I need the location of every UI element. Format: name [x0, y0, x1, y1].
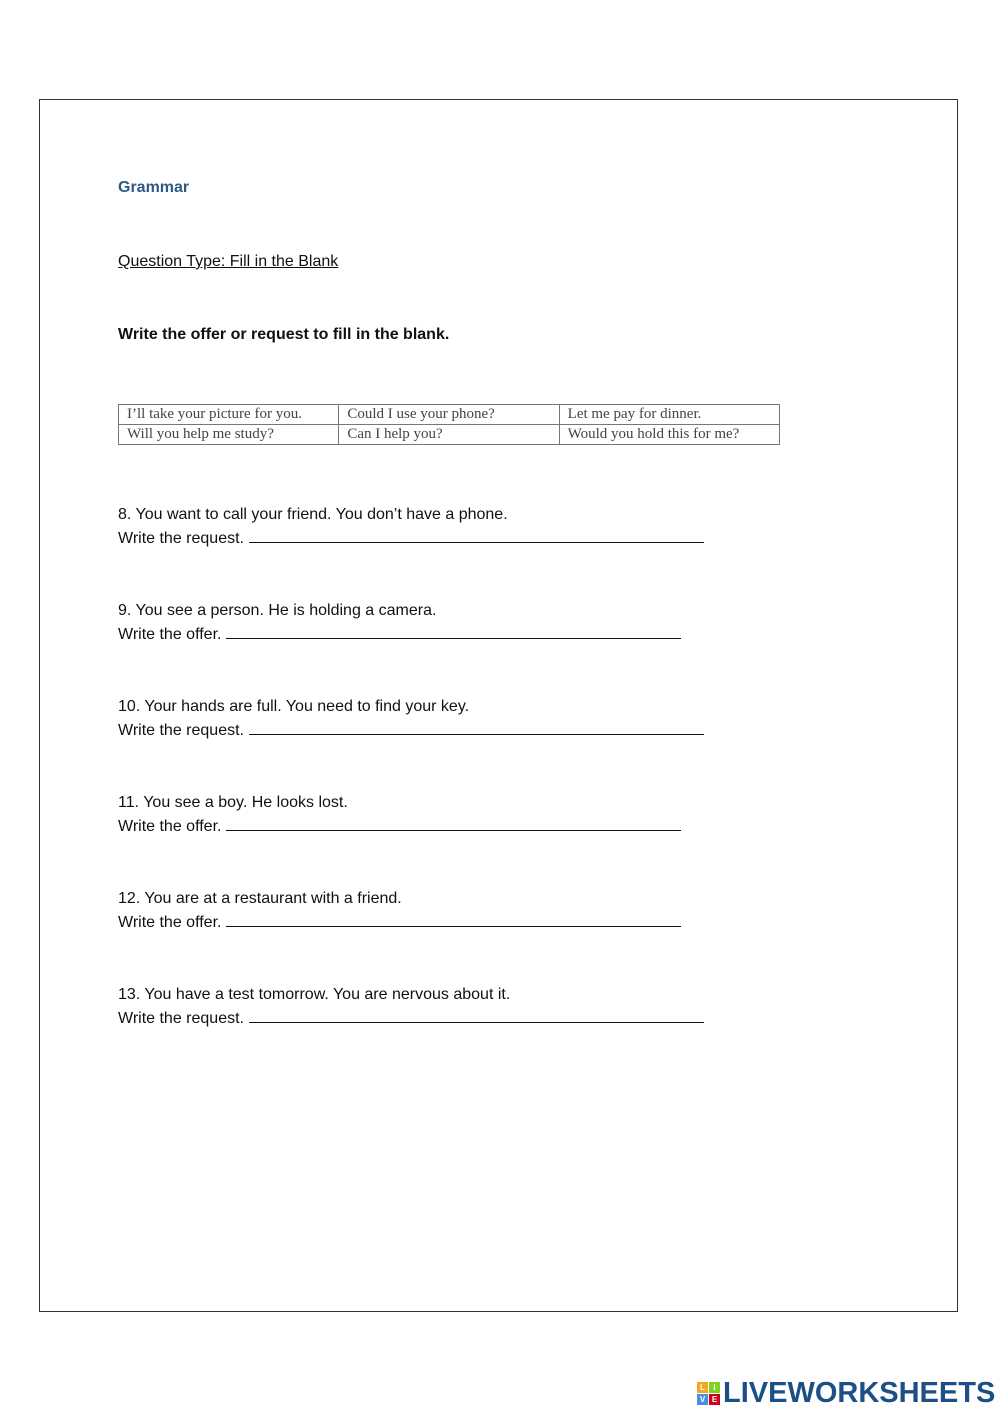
question-8: [118, 503, 704, 550]
question-12: [118, 887, 681, 934]
answer-label: Write the offer.: [118, 914, 222, 931]
answer-label: Write the offer.: [118, 818, 222, 835]
question-prompt: 10. Your hands are full. You need to find your key.: [118, 698, 470, 715]
word-bank-cell: I’ll take your picture for you.: [119, 405, 339, 425]
logo-block: I: [709, 1382, 720, 1393]
answer-label: Write the request.: [118, 1010, 244, 1027]
word-bank-cell: Can I help you?: [339, 425, 559, 445]
question-prompt: 11. You see a boy. He looks lost.: [118, 794, 348, 811]
question-type-heading: Question Type: Fill in the Blank: [118, 253, 339, 270]
word-bank-row: [119, 425, 780, 445]
answer-blank-11[interactable]: [226, 814, 681, 831]
question-prompt: 9. You see a person. He is holding a camera.: [118, 602, 437, 619]
answer-label: Write the request.: [118, 722, 244, 739]
word-bank-cell: Could I use your phone?: [339, 405, 559, 425]
question-prompt: 12. You are at a restaurant with a friend.: [118, 890, 402, 907]
answer-label: Write the request.: [118, 530, 244, 547]
answer-blank-9[interactable]: [226, 622, 681, 639]
logo-blocks-icon: [697, 1382, 720, 1405]
word-bank-cell: Would you hold this for me?: [559, 425, 779, 445]
word-bank-row: [119, 405, 780, 425]
answer-blank-8[interactable]: [249, 526, 704, 543]
word-bank-cell: Will you help me study?: [119, 425, 339, 445]
answer-blank-13[interactable]: [249, 1006, 704, 1023]
word-bank-cell: Let me pay for dinner.: [559, 405, 779, 425]
logo-block: V: [697, 1394, 708, 1405]
question-9: [118, 599, 681, 646]
logo-block: L: [697, 1382, 708, 1393]
answer-blank-10[interactable]: [249, 718, 704, 735]
section-title: Grammar: [118, 179, 190, 196]
logo-text: LIVEWORKSHEETS: [723, 1377, 996, 1409]
answer-label: Write the offer.: [118, 626, 222, 643]
logo-block: E: [709, 1394, 720, 1405]
answer-blank-12[interactable]: [226, 910, 681, 927]
question-10: [118, 695, 704, 742]
liveworksheets-logo: [697, 1377, 995, 1410]
word-bank-table: [118, 404, 780, 445]
question-prompt: 8. You want to call your friend. You don’t have a phone.: [118, 506, 508, 523]
question-prompt: 13. You have a test tomorrow. You are nervous about it.: [118, 986, 511, 1003]
instruction-text: Write the offer or request to fill in the blank.: [118, 326, 450, 343]
question-13: [118, 983, 704, 1030]
question-11: [118, 791, 681, 838]
